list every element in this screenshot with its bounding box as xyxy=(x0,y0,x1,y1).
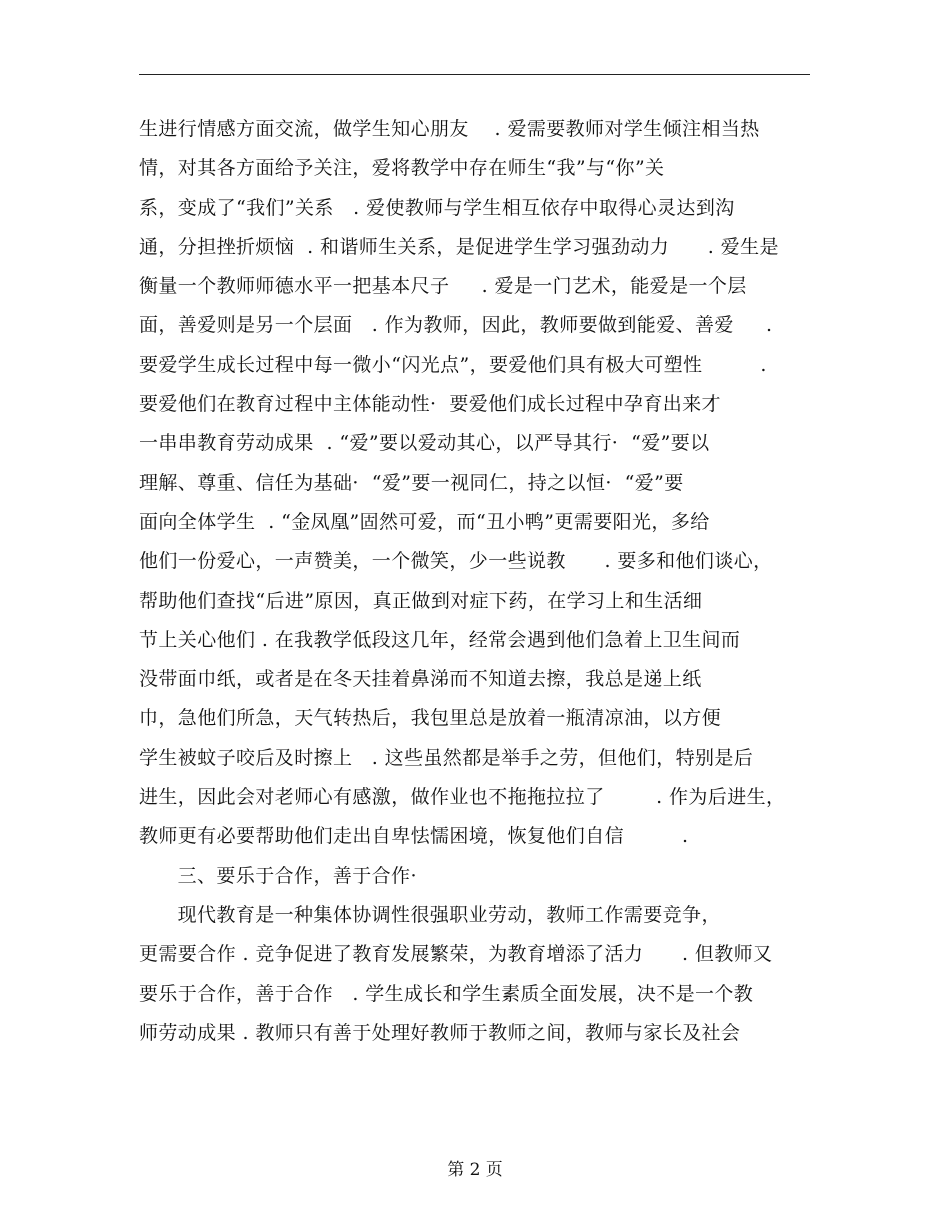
text-line: 节上关心他们 . 在我教学低段这几年，经常会遇到他们急着上卫生间而 xyxy=(139,628,741,651)
text-line: 要乐于合作，善于合作 . 学生成长和学生素质全面发展，决不是一个教 xyxy=(139,982,754,1005)
page-number: 第 2 页 xyxy=(447,1160,503,1180)
text-line: 学生被蚊子咬后及时擦上 . 这些虽然都是举手之劳，但他们，特别是后 xyxy=(139,746,754,769)
text-line: 巾，急他们所急，天气转热后，我包里总是放着一瓶清凉油，以方便 xyxy=(139,707,722,730)
text-line: 更需要合作 . 竞争促进了教育发展繁荣，为教育增添了活力 . 但教师又 xyxy=(139,943,773,966)
text-line: 没带面巾纸，或者是在冬天挂着鼻涕而不知道去擦，我总是递上纸 xyxy=(139,668,702,691)
text-line: 面向全体学生 . “金凤凰”固然可爱，而“丑小鸭”更需要阳光，多给 xyxy=(139,510,710,533)
header-rule xyxy=(139,74,810,75)
text-line: 帮助他们查找“后进”原因，真正做到对症下药，在学习上和生活细 xyxy=(139,589,703,612)
text-line: 情，对其各方面给予关注，爱将教学中存在师生“我”与“你”关 xyxy=(139,157,665,180)
text-line: 系，变成了“我们”关系 . 爱使教师与学生相互依存中取得心灵达到沟 xyxy=(139,196,735,219)
text-line: 面，善爱则是另一个层面 . 作为教师，因此，教师要做到能爱、善爱 . xyxy=(139,314,773,337)
section-heading: 三、要乐于合作，善于合作· xyxy=(139,864,417,887)
text-line: 进生，因此会对老师心有感激，做作业也不拖拖拉拉了 . 作为后进生， xyxy=(139,786,786,809)
text-line: 师劳动成果 . 教师只有善于处理好教师于教师之间，教师与家长及社会 xyxy=(139,1021,741,1044)
text-line: 教师更有必要帮助他们走出自卑怯懦困境，恢复他们自信 . xyxy=(139,825,689,848)
text-line: 要爱他们在教育过程中主体能动性· 要爱他们成长过程中孕育出来才 xyxy=(139,393,721,416)
text-line: 衡量一个教师师德水平一把基本尺子 . 爱是一门艺术，能爱是一个层 xyxy=(139,275,747,298)
text-line: 理解、尊重、信任为基础· “爱”要一视同仁，持之以恒· “爱”要 xyxy=(139,471,684,494)
text-line: 要爱学生成长过程中每一微小“闪光点”，要爱他们具有极大可塑性 . xyxy=(139,353,767,376)
text-line: 一串串教育劳动成果 . “爱”要以爱动其心，以严导其行· “爱”要以 xyxy=(139,432,710,455)
text-line: 通，分担挫折烦恼 . 和谐师生关系，是促进学生学习强劲动力 . 爱生是 xyxy=(139,235,779,258)
text-line: 现代教育是一种集体协调性很强职业劳动，教师工作需要竞争， xyxy=(139,903,721,926)
text-line: 生进行情感方面交流，做学生知心朋友 . 爱需要教师对学生倾注相当热 xyxy=(139,118,760,140)
text-line: 他们一份爱心，一声赞美，一个微笑，少一些说教 . 要多和他们谈心， xyxy=(139,550,773,573)
body-text xyxy=(139,110,819,1053)
